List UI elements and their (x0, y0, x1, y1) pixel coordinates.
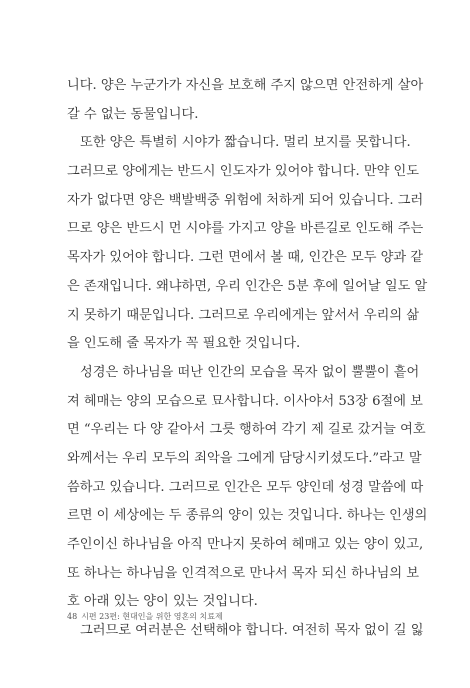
text-line: 므로 양은 반드시 먼 시야를 가지고 양을 바른길로 인도해 주는 (67, 221, 424, 237)
text-line: 와께서는 우리 모두의 죄악을 그에게 담당시키셨도다.”라고 말 (67, 450, 422, 466)
text-line: 씀하고 있습니다. 그러므로 인간은 모두 양인데 성경 말씀에 따 (67, 479, 424, 495)
running-footer (67, 611, 223, 622)
text-line: 그러므로 양에게는 반드시 인도자가 있어야 합니다. 만약 인도 (67, 164, 420, 180)
text-line: 또 하나는 하나님을 인격적으로 만나서 목자 되신 하나님의 보 (67, 565, 420, 581)
text-line: 니다. 양은 누군가가 자신을 보호해 주지 않으면 안전하게 살아 (67, 78, 424, 93)
text-line: 은 존재입니다. 왜냐하면, 우리 인간은 5분 후에 일어날 일도 알 (67, 278, 428, 294)
footer-title: 시편 23편: 현대인을 위한 영혼의 치료제 (81, 612, 223, 621)
text-line: 을 인도해 줄 목자가 꼭 필요한 것입니다. (67, 336, 301, 352)
body-text (67, 72, 428, 646)
text-line: 호 아래 있는 양이 있는 것입니다. (67, 594, 258, 610)
text-line: 르면 이 세상에는 두 종류의 양이 있는 것입니다. 하나는 인생의 (67, 508, 428, 524)
text-line: 면 “우리는 다 양 같아서 그릇 행하여 각기 제 길로 갔거늘 여호 (67, 422, 426, 438)
text-line: 자가 없다면 양은 백발백중 위험에 처하게 되어 있습니다. 그러 (67, 192, 424, 208)
text-line: 주인이신 하나님을 아직 만나지 못하여 헤매고 있는 양이 있고, (67, 537, 424, 552)
text-line: 또한 양은 특별히 시야가 짧습니다. 멀리 보지를 못합니다. (80, 135, 411, 151)
text-line: 그러므로 여러분은 선택해야 합니다. 여전히 목자 없이 길 잃 (80, 623, 424, 639)
page-number: 48 (67, 612, 78, 621)
text-line: 성경은 하나님을 떠난 인간의 모습을 목자 없이 뿔뿔이 흩어 (80, 364, 420, 380)
text-line: 갈 수 없는 동물입니다. (67, 106, 199, 122)
text-line: 목자가 있어야 합니다. 그런 면에서 볼 때, 인간은 모두 양과 같 (67, 250, 424, 266)
text-line: 지 못하기 때문입니다. 그러므로 우리에게는 앞서서 우리의 삶 (67, 307, 420, 323)
text-line: 져 헤매는 양의 모습으로 묘사합니다. 이사야서 53장 6절에 보 (67, 393, 423, 409)
